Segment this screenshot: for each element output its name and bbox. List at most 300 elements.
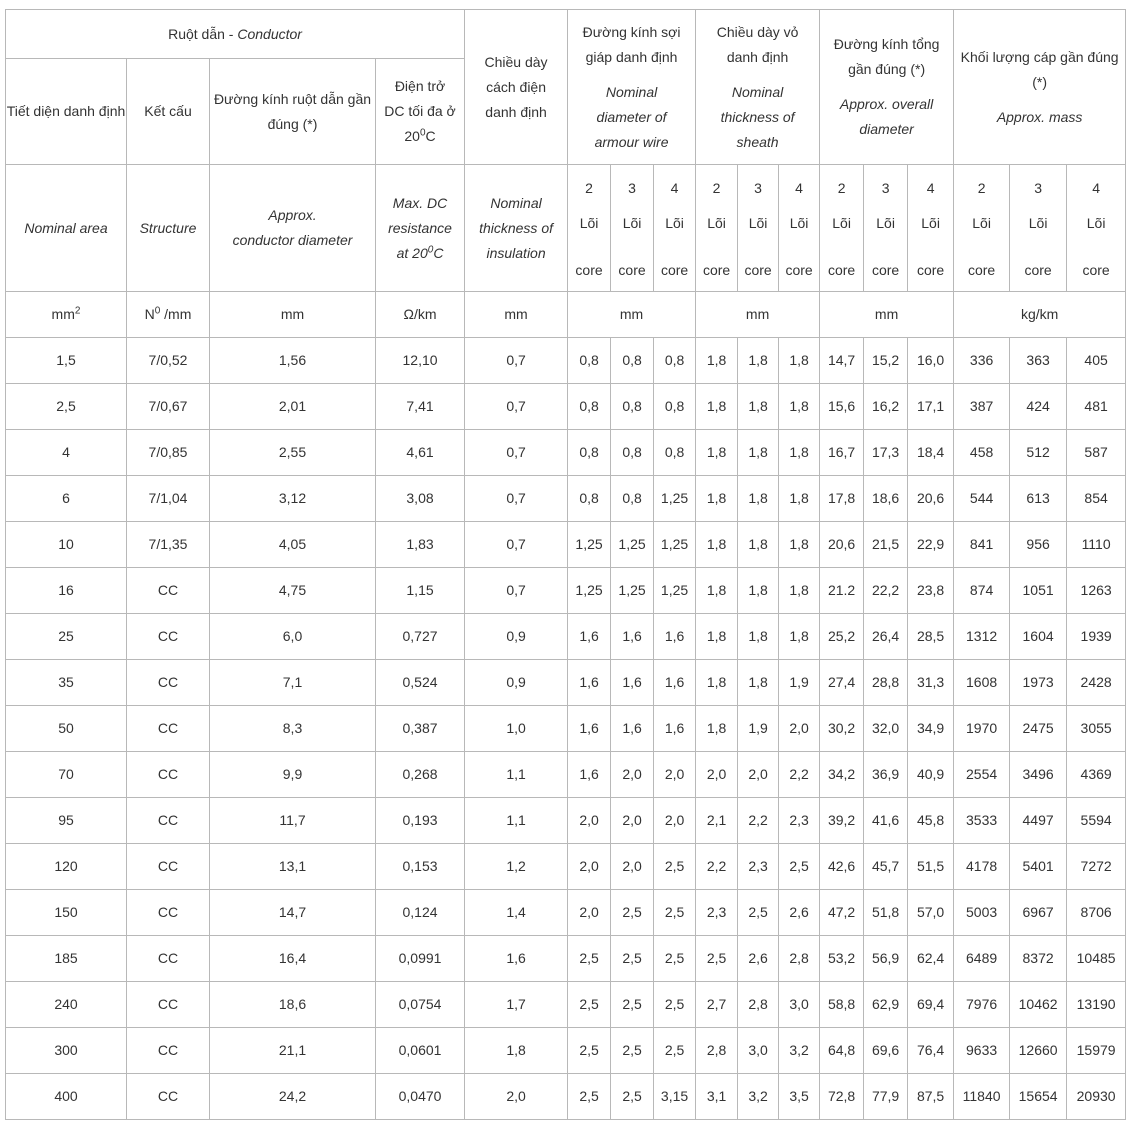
- table-cell: 1,8: [779, 568, 820, 614]
- table-cell: 2,0: [738, 752, 779, 798]
- table-cell: 2,5: [654, 982, 696, 1028]
- table-cell: 69,6: [864, 1028, 908, 1074]
- table-cell: 2,0: [611, 844, 654, 890]
- table-cell: 70: [6, 752, 127, 798]
- table-cell: 0,8: [654, 384, 696, 430]
- table-cell: 336: [954, 338, 1010, 384]
- table-cell: 1,25: [611, 568, 654, 614]
- table-cell: 1,8: [779, 384, 820, 430]
- table-cell: 0,8: [568, 476, 611, 522]
- table-cell: 13190: [1067, 982, 1126, 1028]
- table-cell: 7,41: [376, 384, 465, 430]
- table-cell: CC: [127, 660, 210, 706]
- table-cell: 3533: [954, 798, 1010, 844]
- table-cell: 2,5: [611, 936, 654, 982]
- table-cell: 17,3: [864, 430, 908, 476]
- core-2-overall: 2 Lõi core: [820, 165, 864, 292]
- table-cell: 0,8: [611, 430, 654, 476]
- table-cell: 2,5: [654, 890, 696, 936]
- table-cell: 2,8: [779, 936, 820, 982]
- table-cell: 363: [1010, 338, 1067, 384]
- table-cell: 0,7: [465, 476, 568, 522]
- unit-area: $mm^2$: [6, 292, 127, 338]
- table-cell: 5401: [1010, 844, 1067, 890]
- table-cell: 4369: [1067, 752, 1126, 798]
- table-cell: 0,0601: [376, 1028, 465, 1074]
- table-cell: 4: [6, 430, 127, 476]
- table-cell: 6,0: [210, 614, 376, 660]
- table-cell: 7272: [1067, 844, 1126, 890]
- table-row: [6, 568, 1126, 614]
- table-cell: 2,0: [779, 706, 820, 752]
- table-cell: 841: [954, 522, 1010, 568]
- table-cell: 1,8: [738, 476, 779, 522]
- table-cell: 56,9: [864, 936, 908, 982]
- table-cell: 1,6: [654, 660, 696, 706]
- table-cell: 1,8: [465, 1028, 568, 1074]
- core-4-sheath: 4 Lõi core: [779, 165, 820, 292]
- table-row: [6, 844, 1126, 890]
- table-cell: 2,5: [568, 1028, 611, 1074]
- table-cell: 5003: [954, 890, 1010, 936]
- table-cell: 0,153: [376, 844, 465, 890]
- table-cell: 1,8: [696, 706, 738, 752]
- table-cell: 6967: [1010, 890, 1067, 936]
- table-row: [6, 1074, 1126, 1120]
- table-cell: 0,8: [568, 430, 611, 476]
- table-cell: 16: [6, 568, 127, 614]
- unit-armour: mm: [568, 292, 696, 338]
- table-cell: 23,8: [908, 568, 954, 614]
- table-cell: 1604: [1010, 614, 1067, 660]
- area-header-en: Nominal area: [6, 165, 127, 292]
- header-row-3: [6, 165, 1126, 292]
- table-cell: 45,7: [864, 844, 908, 890]
- table-cell: 1,8: [738, 522, 779, 568]
- table-cell: 2,0: [568, 890, 611, 936]
- table-cell: 0,8: [654, 338, 696, 384]
- table-cell: 4,05: [210, 522, 376, 568]
- table-cell: 3,08: [376, 476, 465, 522]
- table-cell: 24,2: [210, 1074, 376, 1120]
- table-cell: 1,6: [654, 614, 696, 660]
- table-cell: 2,0: [568, 798, 611, 844]
- table-cell: 1608: [954, 660, 1010, 706]
- armour-header: Đường kính sợi giáp danh định Nominal diameter of armour wire: [568, 10, 696, 165]
- table-cell: 2,6: [779, 890, 820, 936]
- structure-header-en: Structure: [127, 165, 210, 292]
- table-cell: 1,8: [738, 660, 779, 706]
- core-3-mass: 3 Lõi core: [1010, 165, 1067, 292]
- table-cell: 150: [6, 890, 127, 936]
- table-cell: 10485: [1067, 936, 1126, 982]
- table-cell: 2,5: [568, 1074, 611, 1120]
- table-cell: 1,6: [611, 614, 654, 660]
- table-row: [6, 798, 1126, 844]
- table-cell: 1,25: [654, 568, 696, 614]
- table-cell: 1,8: [696, 430, 738, 476]
- table-cell: 18,6: [864, 476, 908, 522]
- table-cell: 387: [954, 384, 1010, 430]
- table-cell: 34,9: [908, 706, 954, 752]
- table-cell: 3,15: [654, 1074, 696, 1120]
- unit-structure: $N^0$ /mm: [127, 292, 210, 338]
- table-cell: 87,5: [908, 1074, 954, 1120]
- table-cell: 1,15: [376, 568, 465, 614]
- table-cell: 120: [6, 844, 127, 890]
- table-cell: 587: [1067, 430, 1126, 476]
- table-row: [6, 890, 1126, 936]
- table-cell: 7976: [954, 982, 1010, 1028]
- table-cell: 95: [6, 798, 127, 844]
- table-row: [6, 1028, 1126, 1074]
- table-cell: 1110: [1067, 522, 1126, 568]
- table-row: [6, 384, 1126, 430]
- table-cell: 0,0754: [376, 982, 465, 1028]
- table-cell: 1,1: [465, 798, 568, 844]
- table-cell: 41,6: [864, 798, 908, 844]
- table-cell: CC: [127, 844, 210, 890]
- structure-header-vi: Kết cấu: [127, 59, 210, 165]
- table-cell: 21,5: [864, 522, 908, 568]
- mass-header: Khối lượng cáp gần đúng (*) Approx. mass: [954, 10, 1126, 165]
- table-cell: 2,5: [738, 890, 779, 936]
- table-cell: 1,8: [696, 384, 738, 430]
- table-cell: 2,5: [611, 890, 654, 936]
- table-cell: 0,193: [376, 798, 465, 844]
- table-cell: 2,8: [696, 1028, 738, 1074]
- table-cell: 32,0: [864, 706, 908, 752]
- table-cell: 512: [1010, 430, 1067, 476]
- diameter-header-en: Approx. conductor diameter: [210, 165, 376, 292]
- table-row: [6, 476, 1126, 522]
- core-2-sheath: 2 Lõi core: [696, 165, 738, 292]
- table-cell: 1,8: [696, 660, 738, 706]
- table-cell: 14,7: [820, 338, 864, 384]
- table-cell: CC: [127, 982, 210, 1028]
- table-cell: 2428: [1067, 660, 1126, 706]
- table-cell: 1,56: [210, 338, 376, 384]
- overall-diameter-header: Đường kính tổng gần đúng (*) Approx. overall diameter: [820, 10, 954, 165]
- table-cell: 8,3: [210, 706, 376, 752]
- table-cell: 25: [6, 614, 127, 660]
- table-cell: 1,6: [568, 660, 611, 706]
- table-cell: CC: [127, 568, 210, 614]
- table-cell: 3,0: [738, 1028, 779, 1074]
- table-row: [6, 936, 1126, 982]
- table-cell: 2554: [954, 752, 1010, 798]
- table-cell: 51,8: [864, 890, 908, 936]
- table-cell: 1,8: [696, 614, 738, 660]
- table-cell: 1,4: [465, 890, 568, 936]
- table-cell: 1,8: [738, 430, 779, 476]
- table-cell: 1,83: [376, 522, 465, 568]
- table-cell: 2,0: [696, 752, 738, 798]
- table-cell: 21.2: [820, 568, 864, 614]
- core-3-armour: 3 Lõi core: [611, 165, 654, 292]
- table-row: [6, 660, 1126, 706]
- table-cell: 28,5: [908, 614, 954, 660]
- table-cell: 3496: [1010, 752, 1067, 798]
- table-cell: 2,3: [779, 798, 820, 844]
- table-cell: 1,6: [654, 706, 696, 752]
- table-cell: 1,25: [654, 476, 696, 522]
- insulation-header-en: Nominal thickness of insulation: [465, 165, 568, 292]
- table-cell: 22,2: [864, 568, 908, 614]
- table-cell: 53,2: [820, 936, 864, 982]
- table-cell: 1,2: [465, 844, 568, 890]
- table-cell: 874: [954, 568, 1010, 614]
- table-cell: CC: [127, 936, 210, 982]
- table-cell: 13,1: [210, 844, 376, 890]
- table-cell: 4,75: [210, 568, 376, 614]
- table-cell: 30,2: [820, 706, 864, 752]
- diameter-header-vi: Đường kính ruột dẫn gần đúng (*): [210, 59, 376, 165]
- table-cell: 1,8: [779, 614, 820, 660]
- table-cell: 0,8: [611, 384, 654, 430]
- conductor-group-header: Ruột dẫn - Conductor: [6, 10, 465, 59]
- table-cell: 57,0: [908, 890, 954, 936]
- table-cell: 400: [6, 1074, 127, 1120]
- unit-mass: kg/km: [954, 292, 1126, 338]
- table-cell: 9633: [954, 1028, 1010, 1074]
- table-cell: 1973: [1010, 660, 1067, 706]
- table-row: [6, 522, 1126, 568]
- table-cell: 0,268: [376, 752, 465, 798]
- table-cell: 1,8: [779, 430, 820, 476]
- table-cell: 0,8: [568, 384, 611, 430]
- table-cell: 1,25: [568, 522, 611, 568]
- table-body: [6, 10, 1126, 1120]
- table-cell: 1,1: [465, 752, 568, 798]
- table-cell: 7,1: [210, 660, 376, 706]
- table-cell: 0,8: [568, 338, 611, 384]
- table-cell: 2,55: [210, 430, 376, 476]
- table-cell: 9,9: [210, 752, 376, 798]
- table-cell: 1,6: [611, 706, 654, 752]
- table-cell: 2,2: [738, 798, 779, 844]
- table-cell: CC: [127, 614, 210, 660]
- table-cell: 8372: [1010, 936, 1067, 982]
- table-cell: 0,7: [465, 568, 568, 614]
- table-cell: 1,8: [696, 338, 738, 384]
- table-cell: 31,3: [908, 660, 954, 706]
- table-cell: CC: [127, 706, 210, 752]
- table-cell: 4497: [1010, 798, 1067, 844]
- table-cell: 1,25: [611, 522, 654, 568]
- table-cell: 0,7: [465, 522, 568, 568]
- table-cell: 64,8: [820, 1028, 864, 1074]
- table-cell: 0,727: [376, 614, 465, 660]
- table-cell: 1,25: [568, 568, 611, 614]
- table-cell: 2,0: [654, 798, 696, 844]
- core-3-overall: 3 Lõi core: [864, 165, 908, 292]
- table-cell: 2,5: [611, 1074, 654, 1120]
- table-cell: 1,8: [738, 614, 779, 660]
- table-cell: 35: [6, 660, 127, 706]
- table-cell: 40,9: [908, 752, 954, 798]
- table-cell: 481: [1067, 384, 1126, 430]
- table-cell: 1,8: [738, 568, 779, 614]
- table-cell: 17,8: [820, 476, 864, 522]
- table-cell: 28,8: [864, 660, 908, 706]
- table-cell: 16,0: [908, 338, 954, 384]
- table-cell: 14,7: [210, 890, 376, 936]
- table-cell: 16,7: [820, 430, 864, 476]
- table-cell: 1,8: [696, 568, 738, 614]
- table-row: [6, 338, 1126, 384]
- table-cell: 0,7: [465, 384, 568, 430]
- table-cell: CC: [127, 1074, 210, 1120]
- table-cell: 0,8: [611, 338, 654, 384]
- table-cell: 1,8: [779, 522, 820, 568]
- table-cell: 0,9: [465, 660, 568, 706]
- table-cell: 2,8: [738, 982, 779, 1028]
- table-cell: 72,8: [820, 1074, 864, 1120]
- table-cell: 1,5: [6, 338, 127, 384]
- unit-insulation: mm: [465, 292, 568, 338]
- table-cell: 185: [6, 936, 127, 982]
- table-cell: 2,5: [654, 844, 696, 890]
- table-cell: 0,8: [611, 476, 654, 522]
- table-cell: 16,4: [210, 936, 376, 982]
- table-cell: 2,3: [738, 844, 779, 890]
- table-cell: 2,5: [696, 936, 738, 982]
- table-cell: 1312: [954, 614, 1010, 660]
- table-cell: 2,5: [6, 384, 127, 430]
- table-cell: 1,0: [465, 706, 568, 752]
- table-cell: 10462: [1010, 982, 1067, 1028]
- table-cell: CC: [127, 1028, 210, 1074]
- table-cell: 2,5: [568, 982, 611, 1028]
- table-cell: 76,4: [908, 1028, 954, 1074]
- table-cell: 20930: [1067, 1074, 1126, 1120]
- sheath-header: Chiều dày vỏ danh định Nominal thickness of sheath: [696, 10, 820, 165]
- table-cell: 62,9: [864, 982, 908, 1028]
- table-cell: 300: [6, 1028, 127, 1074]
- table-cell: 21,1: [210, 1028, 376, 1074]
- table-cell: 18,4: [908, 430, 954, 476]
- table-cell: 27,4: [820, 660, 864, 706]
- table-cell: 240: [6, 982, 127, 1028]
- table-cell: 956: [1010, 522, 1067, 568]
- table-cell: 1,8: [696, 522, 738, 568]
- table-cell: 25,2: [820, 614, 864, 660]
- table-row: [6, 430, 1126, 476]
- table-cell: 1,8: [738, 338, 779, 384]
- table-cell: 12660: [1010, 1028, 1067, 1074]
- table-cell: 6: [6, 476, 127, 522]
- table-cell: 0,8: [654, 430, 696, 476]
- table-cell: 15654: [1010, 1074, 1067, 1120]
- table-cell: 3,1: [696, 1074, 738, 1120]
- table-cell: 0,9: [465, 614, 568, 660]
- table-cell: 2,2: [696, 844, 738, 890]
- table-cell: 1263: [1067, 568, 1126, 614]
- insulation-header-vi: Chiều dày cách điện danh định: [465, 10, 568, 165]
- units-row: [6, 292, 1126, 338]
- table-cell: 1,8: [779, 476, 820, 522]
- table-cell: 77,9: [864, 1074, 908, 1120]
- table-cell: 15979: [1067, 1028, 1126, 1074]
- table-cell: 3,0: [779, 982, 820, 1028]
- table-cell: 0,7: [465, 430, 568, 476]
- table-cell: 2475: [1010, 706, 1067, 752]
- table-cell: 544: [954, 476, 1010, 522]
- table-cell: 405: [1067, 338, 1126, 384]
- table-cell: 1,8: [738, 384, 779, 430]
- table-cell: 3,2: [779, 1028, 820, 1074]
- table-cell: 1,8: [696, 476, 738, 522]
- table-cell: 1939: [1067, 614, 1126, 660]
- table-cell: 7/1,04: [127, 476, 210, 522]
- table-cell: 7/0,52: [127, 338, 210, 384]
- unit-overall: mm: [820, 292, 954, 338]
- table-cell: 18,6: [210, 982, 376, 1028]
- table-cell: 2,5: [568, 936, 611, 982]
- table-cell: 15,6: [820, 384, 864, 430]
- core-2-mass: 2 Lõi core: [954, 165, 1010, 292]
- table-cell: 0,7: [465, 338, 568, 384]
- table-cell: 3,2: [738, 1074, 779, 1120]
- table-cell: 3,5: [779, 1074, 820, 1120]
- table-row: [6, 982, 1126, 1028]
- table-cell: 7/0,85: [127, 430, 210, 476]
- table-cell: 2,5: [654, 1028, 696, 1074]
- table-cell: 1970: [954, 706, 1010, 752]
- table-cell: 42,6: [820, 844, 864, 890]
- table-cell: 26,4: [864, 614, 908, 660]
- table-cell: 1051: [1010, 568, 1067, 614]
- table-cell: 2,7: [696, 982, 738, 1028]
- table-cell: 15,2: [864, 338, 908, 384]
- core-3-sheath: 3 Lõi core: [738, 165, 779, 292]
- area-header-vi: Tiết diện danh định: [6, 59, 127, 165]
- table-row: [6, 706, 1126, 752]
- table-cell: 6489: [954, 936, 1010, 982]
- table-cell: 58,8: [820, 982, 864, 1028]
- table-cell: 16,2: [864, 384, 908, 430]
- table-cell: 2,01: [210, 384, 376, 430]
- table-cell: 0,0991: [376, 936, 465, 982]
- table-cell: 39,2: [820, 798, 864, 844]
- table-row: [6, 752, 1126, 798]
- table-cell: 2,0: [465, 1074, 568, 1120]
- table-cell: CC: [127, 752, 210, 798]
- table-cell: 1,6: [611, 660, 654, 706]
- core-4-mass: 4 Lõi core: [1067, 165, 1126, 292]
- resistance-header-vi: Điện trở DC tối đa ở $20^0C$: [376, 59, 465, 165]
- table-cell: 2,0: [611, 798, 654, 844]
- table-cell: 22,9: [908, 522, 954, 568]
- core-4-armour: 4 Lõi core: [654, 165, 696, 292]
- unit-diameter: mm: [210, 292, 376, 338]
- table-cell: 1,8: [779, 338, 820, 384]
- table-cell: 1,7: [465, 982, 568, 1028]
- table-cell: 51,5: [908, 844, 954, 890]
- table-cell: CC: [127, 890, 210, 936]
- cable-spec-table: [5, 9, 1126, 1120]
- table-cell: 3055: [1067, 706, 1126, 752]
- table-cell: 17,1: [908, 384, 954, 430]
- table-cell: 8706: [1067, 890, 1126, 936]
- table-cell: 11840: [954, 1074, 1010, 1120]
- unit-resistance: Ω/km: [376, 292, 465, 338]
- table-cell: 45,8: [908, 798, 954, 844]
- resistance-header-en: Max. DC resistance at $20^0C$: [376, 165, 465, 292]
- header-row-1: [6, 10, 1126, 59]
- table-cell: 1,6: [568, 706, 611, 752]
